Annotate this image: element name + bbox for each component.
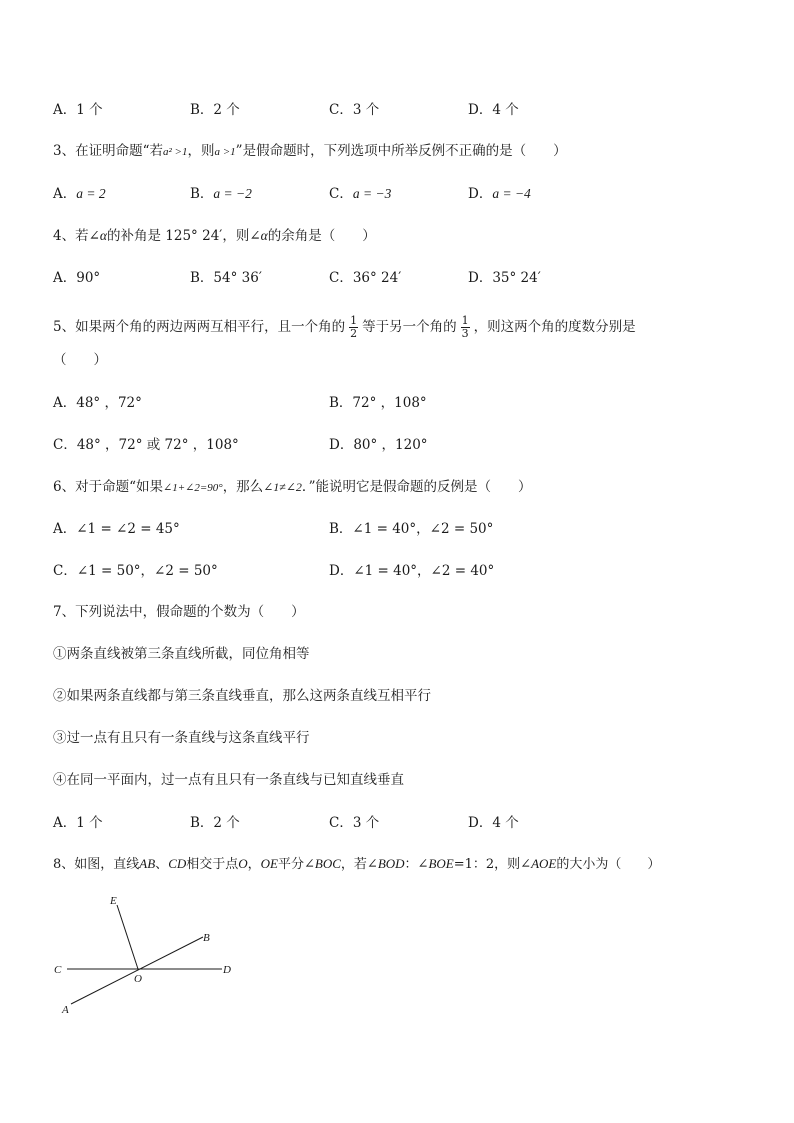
q3-stem	[53, 142, 567, 161]
q4-option-a: A．90°	[53, 270, 101, 286]
q5-option-a: A．48° ，72°	[53, 395, 142, 411]
q5-stem	[53, 314, 636, 340]
q7-option-d: D．4 个	[468, 815, 519, 831]
q5-frac2-den: 3	[461, 327, 469, 340]
q5-option-b: B．72° ，108°	[329, 395, 427, 411]
q8-bod: BOD	[377, 856, 405, 871]
q3-stem-post: ”是假命题时，下列选项中所举反例不正确的是（ ）	[235, 143, 567, 159]
q3-option-c	[329, 185, 391, 203]
q8-sep2: ，	[247, 857, 261, 872]
q8-o: O	[238, 856, 248, 871]
label-o: O	[134, 973, 142, 985]
q3-expr1: a² >1	[163, 146, 188, 158]
q6-stem-pre: 6、对于命题“如果	[53, 479, 163, 495]
q2-option-c: C．3 个	[329, 102, 380, 118]
q4-option-c: C．36° 24′	[329, 270, 402, 286]
q8-text6: 的大小为（ ）	[556, 857, 661, 872]
label-e: E	[110, 895, 117, 907]
q4-stem-pre: 4、若	[53, 228, 89, 244]
q3-option-b-value: a = −2	[213, 186, 252, 201]
label-d: D	[223, 964, 231, 976]
q8-figure	[40, 890, 250, 1020]
q4-stem	[53, 227, 376, 245]
q3-option-d-label: D．	[468, 186, 493, 202]
q5-stem-post: ，则这两个角的度数分别是	[473, 319, 636, 335]
ray-oe	[117, 905, 138, 969]
q4-option-b: B．54° 36′	[190, 270, 262, 286]
q5-frac2-num: 1	[461, 314, 469, 327]
q6-expr2: ∠1≠∠2	[263, 480, 302, 494]
q2-option-a: A．1 个	[53, 102, 103, 118]
q3-stem-mid: ，则	[187, 143, 215, 159]
q8-oe: OE	[260, 856, 279, 871]
q8-sep1: 、	[155, 857, 169, 872]
q7-option-b: B．2 个	[190, 815, 240, 831]
q5-fraction-half	[349, 315, 358, 340]
line-ab	[71, 937, 203, 1004]
q8-aoe: AOE	[531, 856, 557, 871]
q7-option-c: C．3 个	[329, 815, 380, 831]
q6-expr1: ∠1+∠2=90°	[163, 482, 223, 494]
q4-option-d: D．35° 24′	[468, 270, 541, 286]
q4-angle2: ∠α	[249, 228, 268, 243]
q3-option-c-label: C．	[329, 186, 353, 202]
q8-text3: ，若∠	[340, 857, 378, 872]
q2-option-b: B．2 个	[190, 102, 240, 118]
q3-option-d-value: a = −4	[492, 186, 531, 201]
q6-option-c: C．∠1 = 50°，∠2 = 50°	[53, 563, 218, 579]
q5-option-c: C．48° ，72° 或 72° ，108°	[53, 437, 239, 453]
q8-text4: ：∠	[404, 857, 429, 872]
q6-stem-mid: ，那么	[222, 479, 264, 495]
q3-option-d	[468, 185, 531, 203]
q3-option-a-label: A．	[53, 186, 77, 202]
q3-option-b-label: B．	[190, 186, 214, 202]
q7-statement-1: ①两条直线被第三条直线所截，同位角相等	[53, 646, 310, 662]
q6-option-d: D．∠1 = 40°，∠2 = 40°	[329, 563, 495, 579]
q8-text1: 相交于点	[186, 857, 239, 872]
label-b: B	[203, 932, 210, 944]
q3-option-b	[190, 185, 252, 203]
q8-stem-pre: 8、如图，直线	[53, 857, 140, 872]
q5-stem-pre: 5、如果两个角的两边两两互相平行，且一个角的	[53, 319, 346, 335]
q7-option-a: A．1 个	[53, 815, 103, 831]
q3-expr2: a >1	[214, 146, 236, 158]
q6-stem-post: ．”能说明它是假命题的反例是（ ）	[301, 479, 532, 495]
q5-option-d: D．80° ，120°	[329, 437, 428, 453]
q8-stem	[53, 855, 660, 874]
q2-option-d: D．4 个	[468, 102, 519, 118]
q7-statement-2: ②如果两条直线都与第三条直线垂直，那么这两条直线互相平行	[53, 688, 431, 704]
q8-boc: BOC	[314, 856, 341, 871]
q8-boe: BOE	[428, 856, 454, 871]
label-a: A	[62, 1004, 69, 1016]
label-c: C	[54, 964, 62, 976]
q4-stem-mid: 的补角是 125° 24′，则	[107, 228, 250, 244]
q5-frac1-den: 2	[350, 327, 358, 340]
q7-statement-3: ③过一点有且只有一条直线与这条直线平行	[53, 730, 310, 746]
q3-stem-pre: 3、在证明命题“若	[53, 143, 163, 159]
q3-option-c-value: a = −3	[352, 186, 392, 201]
q6-option-a: A．∠1 = ∠2 = 45°	[53, 521, 180, 537]
q4-angle: ∠α	[88, 228, 107, 243]
q3-option-a	[53, 185, 106, 203]
q7-stem: 7、下列说法中，假命题的个数为（ ）	[53, 604, 305, 620]
q8-cd: CD	[168, 856, 187, 871]
q5-frac1-num: 1	[350, 314, 358, 327]
q6-option-b: B．∠1 = 40°，∠2 = 50°	[329, 521, 494, 537]
q8-ab: AB	[139, 856, 156, 871]
q5-bracket: （ ）	[53, 352, 107, 368]
q5-stem-mid: 等于另一个角的	[362, 319, 457, 335]
q8-text2: 平分∠	[278, 857, 315, 872]
q6-stem	[53, 478, 532, 497]
q4-stem-post: 的余角是（ ）	[267, 228, 376, 244]
q3-option-a-value: a = 2	[76, 186, 106, 201]
q8-text5: =1：2，则∠	[453, 857, 532, 872]
q5-fraction-third	[461, 315, 470, 340]
q7-statement-4: ④在同一平面内，过一点有且只有一条直线与已知直线垂直	[53, 772, 404, 788]
